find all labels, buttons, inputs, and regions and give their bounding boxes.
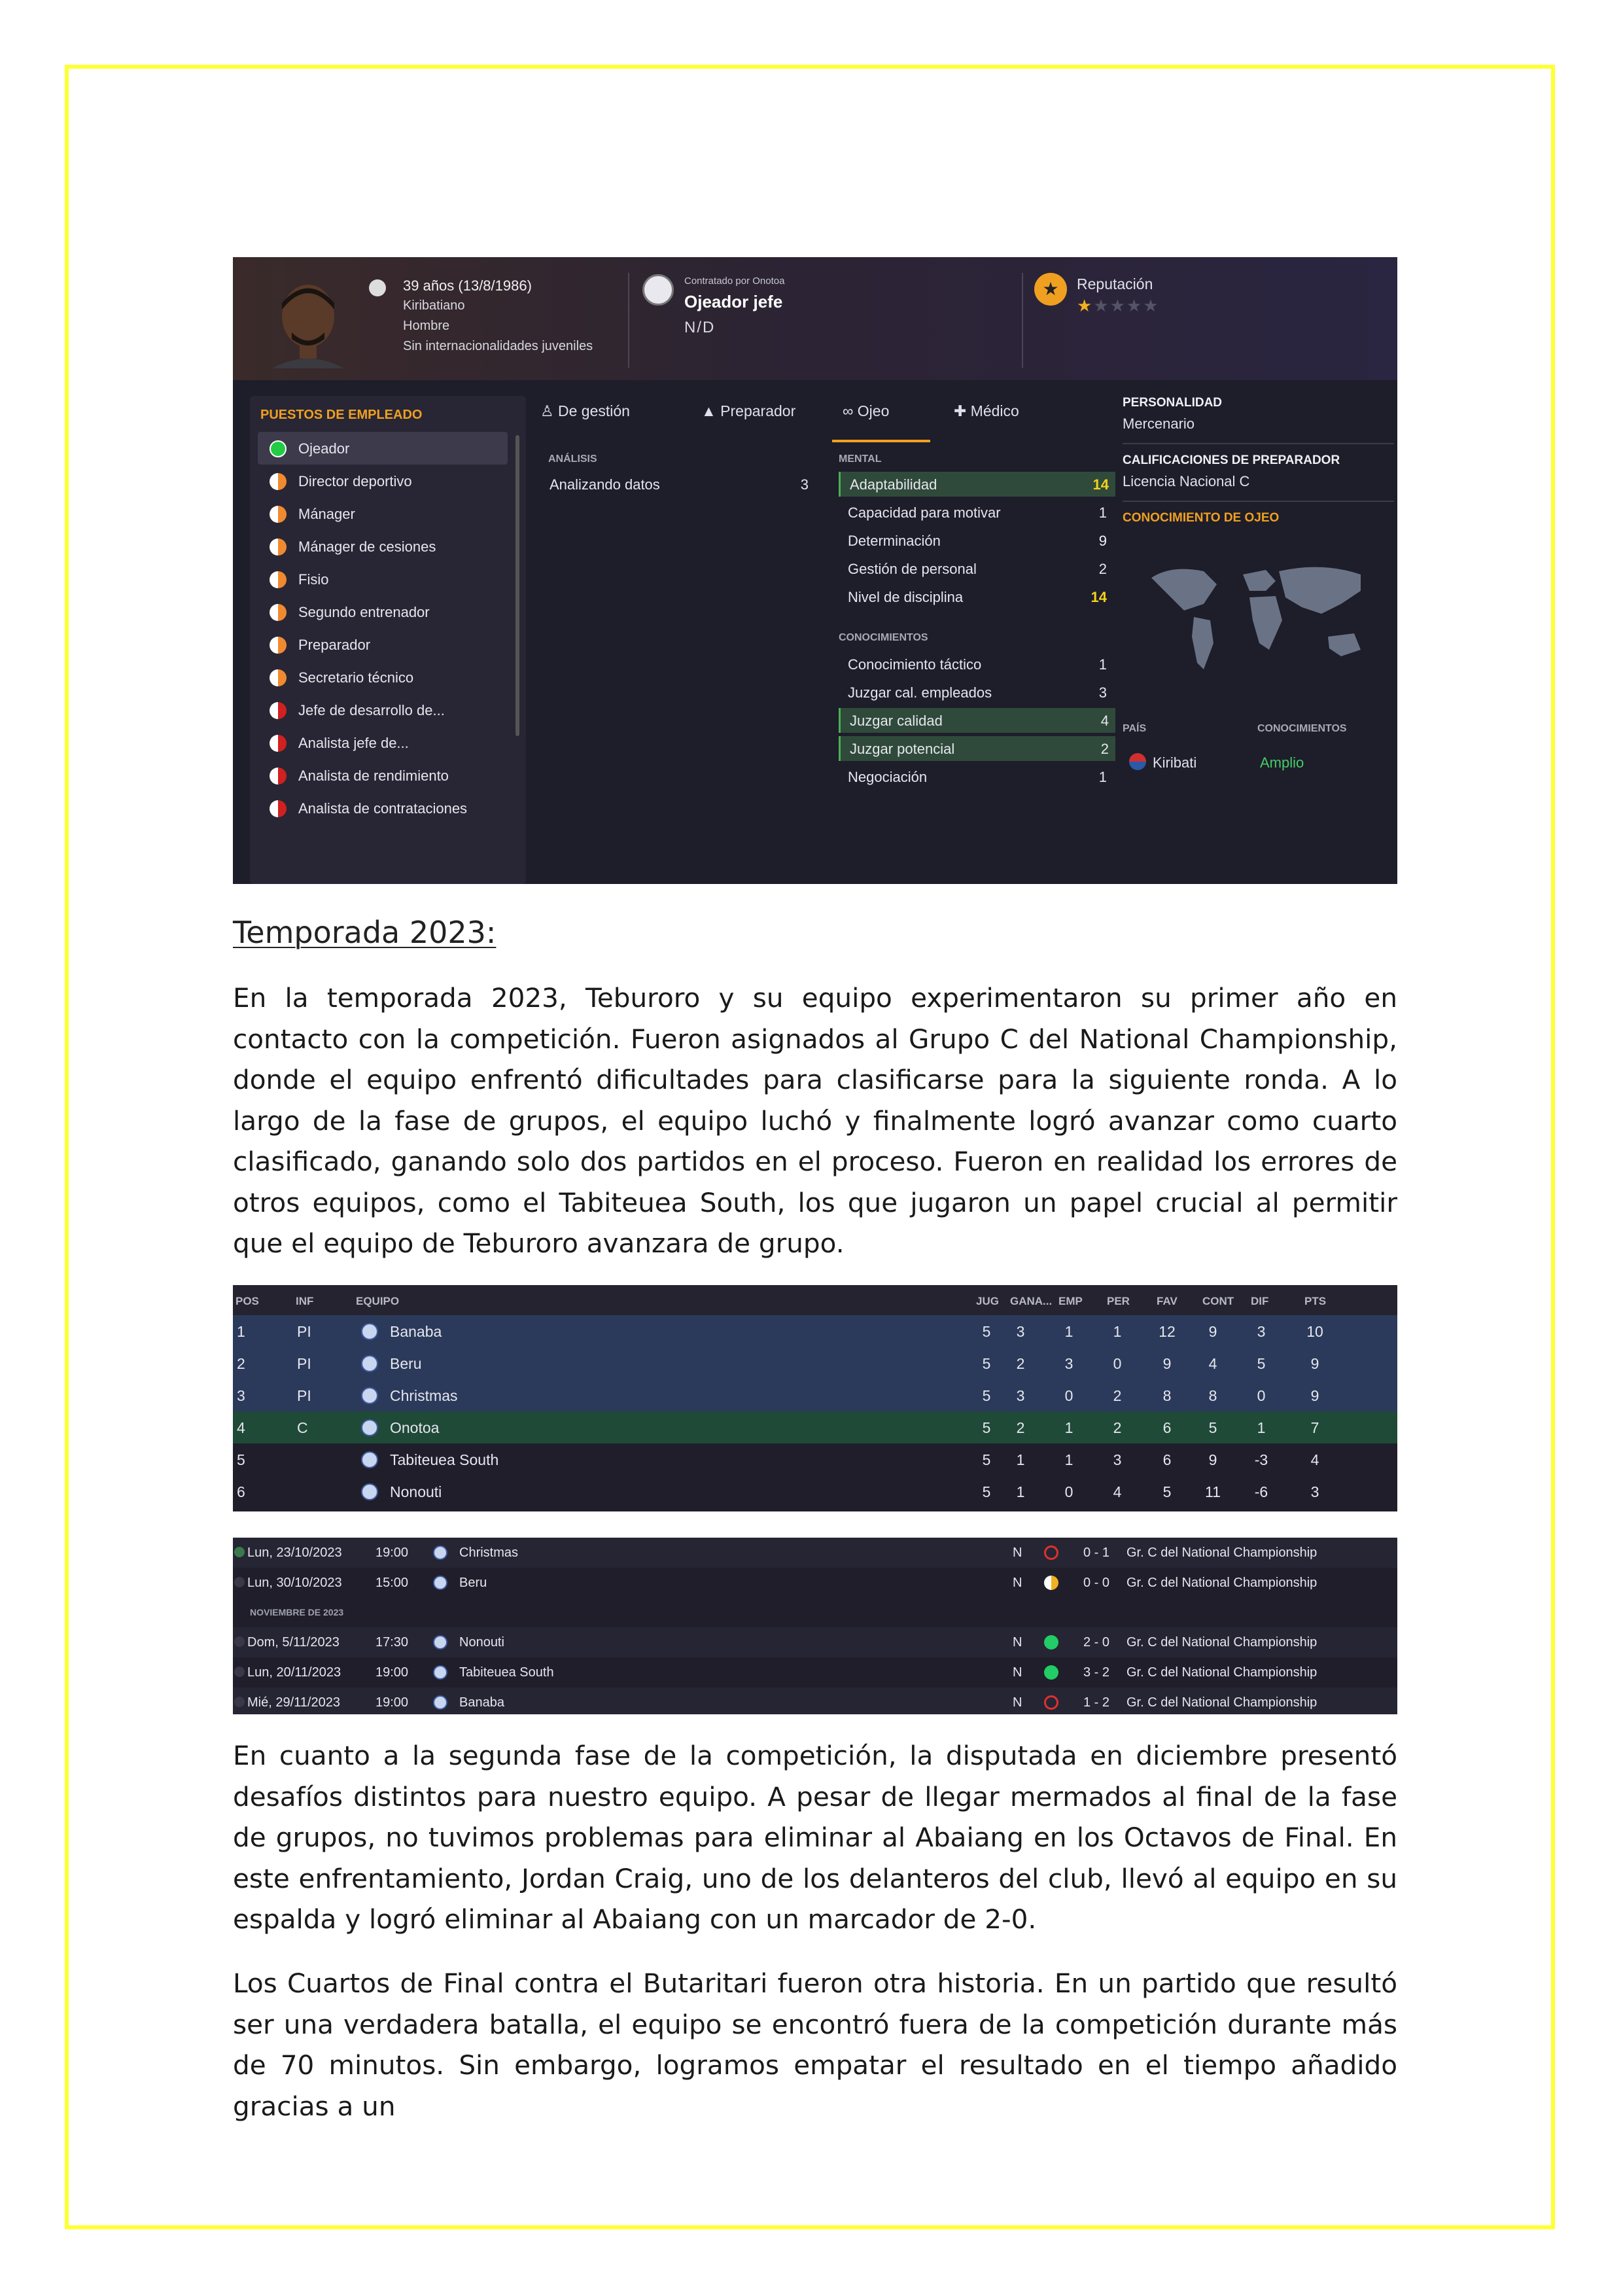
attribute-value: 14 xyxy=(1092,476,1109,493)
position-item[interactable] xyxy=(258,792,508,824)
position-item[interactable] xyxy=(258,497,508,530)
table-cell: 11 xyxy=(1205,1483,1221,1500)
fixture-score: 1 - 2 xyxy=(1083,1695,1110,1710)
league-table-header xyxy=(233,1285,1397,1315)
fixture-comp: Gr. C del National Championship xyxy=(1126,1695,1318,1710)
tab-preparador[interactable] xyxy=(701,402,795,420)
management-icon: ♙ xyxy=(540,402,554,419)
positions-scrollbar[interactable] xyxy=(515,435,519,736)
tab-medico-label: Médico xyxy=(970,402,1019,419)
position-item[interactable] xyxy=(258,595,508,628)
team-crest-icon xyxy=(433,1695,447,1710)
fixture-row[interactable] xyxy=(233,1568,1397,1598)
position-label: Jefe de desarrollo de... xyxy=(298,702,445,718)
position-label: Mánager de cesiones xyxy=(298,539,436,555)
staff-avatar xyxy=(266,277,351,368)
position-label: Analista jefe de... xyxy=(298,735,409,751)
table-cell: 6 xyxy=(1162,1451,1172,1468)
paragraph: Los Cuartos de Final contra el Butaritari fueron otra historia. En un partido que resultó ser una verdadera batalla, el equipo se encontró fuera de la competición durante más de 70 minutos. Sin embargo, logramos empatar el resultado en el tiempo añadido gracias a un xyxy=(233,1968,1397,2122)
attribute-row xyxy=(839,528,1113,553)
fixture-comp: Gr. C del National Championship xyxy=(1126,1665,1318,1680)
attribute-row xyxy=(839,652,1113,677)
country-col: PAÍS xyxy=(1123,723,1147,734)
table-cell: 5 xyxy=(982,1451,991,1468)
fixture-date: Lun, 30/10/2023 xyxy=(247,1576,342,1590)
table-cell: Christmas xyxy=(390,1387,458,1404)
table-cell: 2 xyxy=(1016,1419,1025,1436)
fixture-team: Nonouti xyxy=(459,1635,504,1650)
coach-qual-value: Licencia Nacional C xyxy=(1123,473,1250,489)
table-header-cell[interactable]: FAV xyxy=(1157,1295,1178,1307)
table-cell: 3 xyxy=(1113,1451,1122,1468)
table-cell: 2 xyxy=(237,1355,245,1372)
section-title: Temporada 2023: xyxy=(233,915,497,950)
position-item[interactable] xyxy=(258,530,508,563)
position-item[interactable] xyxy=(258,628,508,661)
team-crest-icon xyxy=(361,1355,378,1372)
table-cell: 9 xyxy=(1310,1387,1319,1404)
table-cell: 1 xyxy=(1257,1419,1266,1436)
paragraph: En cuanto a la segunda fase de la competición, la disputada en diciembre presentó desafíos distintos para nuestro equipo. A pesar de llegar mermados al final de la fase de grupos, no tuvimos problemas para eliminar al Abaiang en los Octavos de Final. En este enfrentamiento, Jordan Craig, uno de los delanteros del club, llevó al equipo en su espalda y logró eliminar al Abaiang con un marcador de 2-0. xyxy=(233,1740,1397,1935)
attribute-name: Juzgar potencial xyxy=(850,741,955,757)
fixture-date: Lun, 20/11/2023 xyxy=(247,1665,341,1680)
table-cell: 5 xyxy=(982,1355,991,1372)
attribute-value: 4 xyxy=(1100,713,1109,729)
table-cell: 6 xyxy=(1162,1419,1172,1436)
table-cell: 3 xyxy=(1016,1387,1025,1404)
table-cell: PI xyxy=(297,1323,311,1340)
table-cell: 3 xyxy=(1257,1323,1266,1340)
personality-title: PERSONALIDAD xyxy=(1123,396,1223,410)
table-cell: 4 xyxy=(237,1419,245,1436)
table-cell: 8 xyxy=(1208,1387,1217,1404)
position-label: Ojeador xyxy=(298,440,350,457)
table-cell: 5 xyxy=(1208,1419,1217,1436)
table-cell: 7 xyxy=(1310,1419,1319,1436)
table-cell: 9 xyxy=(1208,1323,1217,1340)
attribute-name: Conocimiento táctico xyxy=(848,656,982,673)
position-label: Secretario técnico xyxy=(298,669,414,686)
fixture-comp: Gr. C del National Championship xyxy=(1126,1576,1318,1590)
personality-value: Mercenario xyxy=(1123,415,1195,432)
attribute-name: Adaptabilidad xyxy=(850,476,937,493)
flag-icon xyxy=(1129,753,1146,770)
paragraph: En la temporada 2023, Teburoro y su equipo experimentaron su primer año en contacto con la competición. Fueron asignados al Grupo C del National Championship, donde el equipo enfrentó dificultades para clasificarse para la siguiente ronda. A lo largo de la fase de grupos, el equipo luchó y finalmente logró avanzar como cuarto clasificado, ganando solo dos partidos en el proceso. Fueron en realidad los errores de otros equipos, como el Tabiteuea South, los que jugaron un papel crucial al permitir que el equipo de Teburoro avanzara de grupo. xyxy=(233,982,1397,1259)
table-cell: 9 xyxy=(1208,1451,1217,1468)
attribute-row xyxy=(839,736,1115,761)
position-status-icon xyxy=(270,800,287,817)
team-crest-icon xyxy=(361,1387,378,1404)
table-header-cell[interactable]: CONT xyxy=(1202,1295,1234,1307)
result-win-icon xyxy=(1044,1635,1058,1650)
table-row[interactable] xyxy=(233,1315,1397,1348)
mental-title: MENTAL xyxy=(839,453,882,465)
table-cell: 3 xyxy=(1310,1483,1319,1500)
position-item[interactable] xyxy=(258,759,508,792)
knowledge-title: CONOCIMIENTOS xyxy=(839,632,928,643)
fixture-time: 17:30 xyxy=(375,1635,409,1650)
table-cell: Onotoa xyxy=(390,1419,440,1436)
position-status-icon xyxy=(270,440,287,457)
table-row[interactable] xyxy=(233,1443,1397,1476)
table-cell: 3 xyxy=(237,1387,245,1404)
position-label: Fisio xyxy=(298,571,329,588)
table-cell: 1 xyxy=(1016,1451,1025,1468)
position-status-icon xyxy=(270,768,287,785)
coach-qual-title: CALIFICACIONES DE PREPARADOR xyxy=(1123,453,1340,467)
reputation-stars: ★★★★★ xyxy=(1077,296,1160,315)
fixture-row[interactable] xyxy=(233,1538,1397,1568)
position-label: Analista de contrataciones xyxy=(298,800,468,817)
fixture-score: 2 - 0 xyxy=(1083,1635,1110,1650)
fixture-team: Banaba xyxy=(459,1695,504,1710)
table-header-cell[interactable]: DIF xyxy=(1251,1295,1269,1307)
table-cell: 0 xyxy=(1257,1387,1266,1404)
position-status-icon xyxy=(270,735,287,752)
contract-label: Contratado por Onotoa xyxy=(684,275,785,287)
contract-block xyxy=(684,275,784,337)
table-cell: 4 xyxy=(1113,1483,1122,1500)
position-status-icon xyxy=(270,637,287,654)
tab-ojeo-label: Ojeo xyxy=(857,402,890,419)
league-table xyxy=(233,1285,1397,1511)
attribute-value: 9 xyxy=(1098,533,1107,549)
attribute-name: Analizando datos xyxy=(550,476,660,493)
table-row[interactable] xyxy=(233,1347,1397,1380)
position-item[interactable] xyxy=(258,465,508,497)
team-crest-icon xyxy=(433,1545,447,1560)
reputation-star-icon: ★ xyxy=(1034,273,1067,306)
team-crest-icon xyxy=(433,1665,447,1680)
position-status-icon xyxy=(270,571,287,588)
reputation-block xyxy=(1077,275,1160,316)
attribute-row xyxy=(839,584,1113,609)
scout-knowledge-title: CONOCIMIENTO DE OJEO xyxy=(1123,511,1280,525)
table-cell: PI xyxy=(297,1387,311,1404)
table-row[interactable] xyxy=(233,1411,1397,1444)
attribute-name: Capacidad para motivar xyxy=(848,504,1001,521)
played-check-icon xyxy=(234,1577,245,1587)
divider xyxy=(628,273,629,368)
table-cell: 1 xyxy=(1064,1419,1073,1436)
played-check-icon xyxy=(234,1636,245,1647)
played-check-icon xyxy=(234,1667,245,1677)
table-cell: 3 xyxy=(1016,1323,1025,1340)
position-status-icon xyxy=(270,539,287,556)
country-value[interactable]: Kiribati xyxy=(1153,754,1197,771)
attribute-value: 3 xyxy=(800,476,809,493)
tab-medico[interactable] xyxy=(954,402,1019,420)
table-cell: C xyxy=(297,1419,308,1436)
table-cell: 5 xyxy=(982,1419,991,1436)
active-tab-indicator xyxy=(832,440,930,442)
age-line: 39 años (13/8/1986) xyxy=(403,277,532,294)
attribute-value: 2 xyxy=(1100,741,1109,757)
table-header-cell[interactable]: GANA... xyxy=(1010,1295,1053,1307)
team-crest-icon xyxy=(361,1483,378,1500)
attribute-value: 1 xyxy=(1098,504,1107,521)
table-cell: 0 xyxy=(1113,1355,1122,1372)
result-loss-icon xyxy=(1044,1545,1058,1560)
fixture-comp: Gr. C del National Championship xyxy=(1126,1635,1318,1650)
table-cell: 3 xyxy=(1064,1355,1073,1372)
attribute-row xyxy=(839,500,1113,525)
caps: Sin internacionalidades juveniles xyxy=(403,339,593,353)
result-win-icon xyxy=(1044,1665,1058,1680)
fixture-venue: N xyxy=(1013,1665,1022,1680)
fixture-date: Lun, 23/10/2023 xyxy=(247,1545,342,1560)
table-row[interactable] xyxy=(233,1475,1397,1508)
table-cell: 5 xyxy=(237,1451,245,1468)
fixture-time: 19:00 xyxy=(375,1665,409,1680)
position-item[interactable] xyxy=(258,726,508,759)
attribute-name: Negociación xyxy=(848,769,928,785)
table-cell: 1 xyxy=(237,1323,245,1340)
attribute-value: 3 xyxy=(1098,684,1107,701)
table-cell: 0 xyxy=(1064,1387,1073,1404)
nationality-icon xyxy=(369,279,386,296)
position-status-icon xyxy=(270,473,287,490)
club-logo-icon xyxy=(642,274,674,306)
team-crest-icon xyxy=(361,1323,378,1340)
result-draw-icon xyxy=(1044,1576,1058,1590)
table-cell: 8 xyxy=(1162,1387,1172,1404)
table-cell: 1 xyxy=(1064,1451,1073,1468)
table-header-cell[interactable]: PER xyxy=(1107,1295,1130,1307)
table-cell: 4 xyxy=(1310,1451,1319,1468)
table-cell: 1 xyxy=(1113,1323,1122,1340)
position-status-icon xyxy=(270,669,287,686)
attribute-row xyxy=(839,680,1113,705)
analysis-title: ANÁLISIS xyxy=(548,453,597,465)
attribute-value: 1 xyxy=(1098,656,1107,673)
staff-bio xyxy=(403,275,606,357)
team-crest-icon xyxy=(361,1451,378,1468)
gender: Hombre xyxy=(403,319,450,333)
table-row[interactable] xyxy=(233,1379,1397,1412)
attribute-row xyxy=(839,556,1113,581)
table-cell: 5 xyxy=(1162,1483,1172,1500)
table-cell: 4 xyxy=(1208,1355,1217,1372)
table-cell: 6 xyxy=(237,1483,245,1500)
position-label: Analista de rendimiento xyxy=(298,768,449,784)
team-crest-icon xyxy=(433,1576,447,1590)
attribute-name: Juzgar cal. empleados xyxy=(848,684,992,701)
month-label: NOVIEMBRE DE 2023 xyxy=(250,1607,344,1617)
attribute-name: Juzgar calidad xyxy=(850,713,943,729)
table-cell: 9 xyxy=(1162,1355,1172,1372)
position-label: Mánager xyxy=(298,506,355,522)
fixture-venue: N xyxy=(1013,1545,1022,1560)
medical-icon: ✚ xyxy=(954,402,967,419)
result-loss-icon xyxy=(1044,1695,1058,1710)
attribute-name: Determinación xyxy=(848,533,941,549)
fixture-venue: N xyxy=(1013,1695,1022,1710)
attribute-value: 2 xyxy=(1098,561,1107,577)
fixture-score: 0 - 0 xyxy=(1083,1576,1110,1590)
position-item[interactable] xyxy=(258,563,508,595)
positions-panel xyxy=(250,396,526,884)
knowledge-col: CONOCIMIENTOS xyxy=(1257,723,1347,734)
team-crest-icon xyxy=(361,1419,378,1436)
fixture-comp: Gr. C del National Championship xyxy=(1126,1545,1318,1560)
fixture-date: Dom, 5/11/2023 xyxy=(247,1635,340,1650)
fixture-time: 19:00 xyxy=(375,1545,409,1560)
table-cell: 1 xyxy=(1016,1483,1025,1500)
nationality: Kiribatiano xyxy=(403,298,465,313)
fixture-row[interactable] xyxy=(233,1687,1397,1714)
attribute-value: 1 xyxy=(1098,769,1107,785)
table-cell: -3 xyxy=(1254,1451,1268,1468)
divider xyxy=(1123,443,1394,444)
attribute-value: 14 xyxy=(1091,589,1107,605)
fixture-venue: N xyxy=(1013,1576,1022,1590)
tab-ojeo[interactable] xyxy=(843,402,889,420)
table-cell: -6 xyxy=(1254,1483,1268,1500)
table-cell: Nonouti xyxy=(390,1483,442,1500)
fixture-time: 15:00 xyxy=(375,1576,409,1590)
coach-icon: ▲ xyxy=(701,402,716,419)
position-item[interactable] xyxy=(258,694,508,726)
positions-title: PUESTOS DE EMPLEADO xyxy=(260,408,423,422)
table-cell: 2 xyxy=(1016,1355,1025,1372)
played-check-icon xyxy=(234,1547,245,1557)
fixture-row[interactable] xyxy=(233,1657,1397,1687)
fixture-date: Mié, 29/11/2023 xyxy=(247,1695,340,1710)
position-status-icon xyxy=(270,506,287,523)
fixture-row[interactable] xyxy=(233,1627,1397,1657)
fixture-team: Christmas xyxy=(459,1545,519,1560)
attribute-name: Gestión de personal xyxy=(848,561,977,577)
table-cell: 5 xyxy=(982,1483,991,1500)
reputation-label: Reputación xyxy=(1077,275,1153,292)
position-status-icon xyxy=(270,604,287,621)
table-cell: 1 xyxy=(1064,1323,1073,1340)
table-cell: 0 xyxy=(1064,1483,1073,1500)
tab-gestion[interactable] xyxy=(540,402,630,420)
tab-gestion-label: De gestión xyxy=(558,402,630,419)
attribute-row xyxy=(839,764,1113,789)
divider xyxy=(1123,501,1394,502)
table-cell: Banaba xyxy=(390,1323,442,1340)
profile-header xyxy=(233,257,1397,380)
fixture-venue: N xyxy=(1013,1635,1022,1650)
world-map xyxy=(1145,558,1374,676)
table-cell: 9 xyxy=(1310,1355,1319,1372)
tab-preparador-label: Preparador xyxy=(720,402,796,419)
table-header-cell[interactable]: JUG xyxy=(976,1295,999,1307)
binoculars-icon: ∞ xyxy=(843,402,854,419)
position-label: Preparador xyxy=(298,637,371,653)
table-header-cell[interactable]: EQUIPO xyxy=(356,1295,400,1307)
country-level: Amplio xyxy=(1260,754,1304,771)
fixture-time: 19:00 xyxy=(375,1695,409,1710)
attribute-name: Nivel de disciplina xyxy=(848,589,964,605)
table-cell: 2 xyxy=(1113,1419,1122,1436)
divider xyxy=(1022,273,1023,368)
played-check-icon xyxy=(234,1697,245,1707)
table-header-cell[interactable]: EMP xyxy=(1058,1295,1083,1307)
table-cell: 5 xyxy=(1257,1355,1266,1372)
table-cell: 5 xyxy=(982,1323,991,1340)
table-cell: PI xyxy=(297,1355,311,1372)
attribute-row xyxy=(839,708,1115,733)
attribute-row xyxy=(839,472,1115,497)
table-cell: 12 xyxy=(1159,1323,1176,1340)
table-cell: 10 xyxy=(1306,1323,1323,1340)
position-label: Segundo entrenador xyxy=(298,604,430,620)
fixture-team: Tabiteuea South xyxy=(459,1665,554,1680)
position-label: Director deportivo xyxy=(298,473,412,489)
staff-role[interactable]: Ojeador jefe xyxy=(684,292,783,311)
attribute-row xyxy=(540,472,815,497)
staff-profile-screenshot xyxy=(233,257,1397,884)
table-cell: 2 xyxy=(1113,1387,1122,1404)
table-cell: 5 xyxy=(982,1387,991,1404)
team-crest-icon xyxy=(433,1635,447,1650)
position-status-icon xyxy=(270,702,287,719)
role-status: N/D xyxy=(684,319,716,336)
position-item[interactable] xyxy=(258,661,508,694)
table-cell: Tabiteuea South xyxy=(390,1451,499,1468)
table-header-cell[interactable]: POS xyxy=(236,1295,259,1307)
fixture-score: 0 - 1 xyxy=(1083,1545,1110,1560)
fixtures-list xyxy=(233,1538,1397,1714)
table-cell: Beru xyxy=(390,1355,422,1372)
position-item[interactable] xyxy=(258,432,508,465)
table-header-cell[interactable]: PTS xyxy=(1304,1295,1327,1307)
fixture-score: 3 - 2 xyxy=(1083,1665,1110,1680)
fixture-team: Beru xyxy=(459,1576,487,1590)
table-header-cell[interactable]: INF xyxy=(296,1295,314,1307)
